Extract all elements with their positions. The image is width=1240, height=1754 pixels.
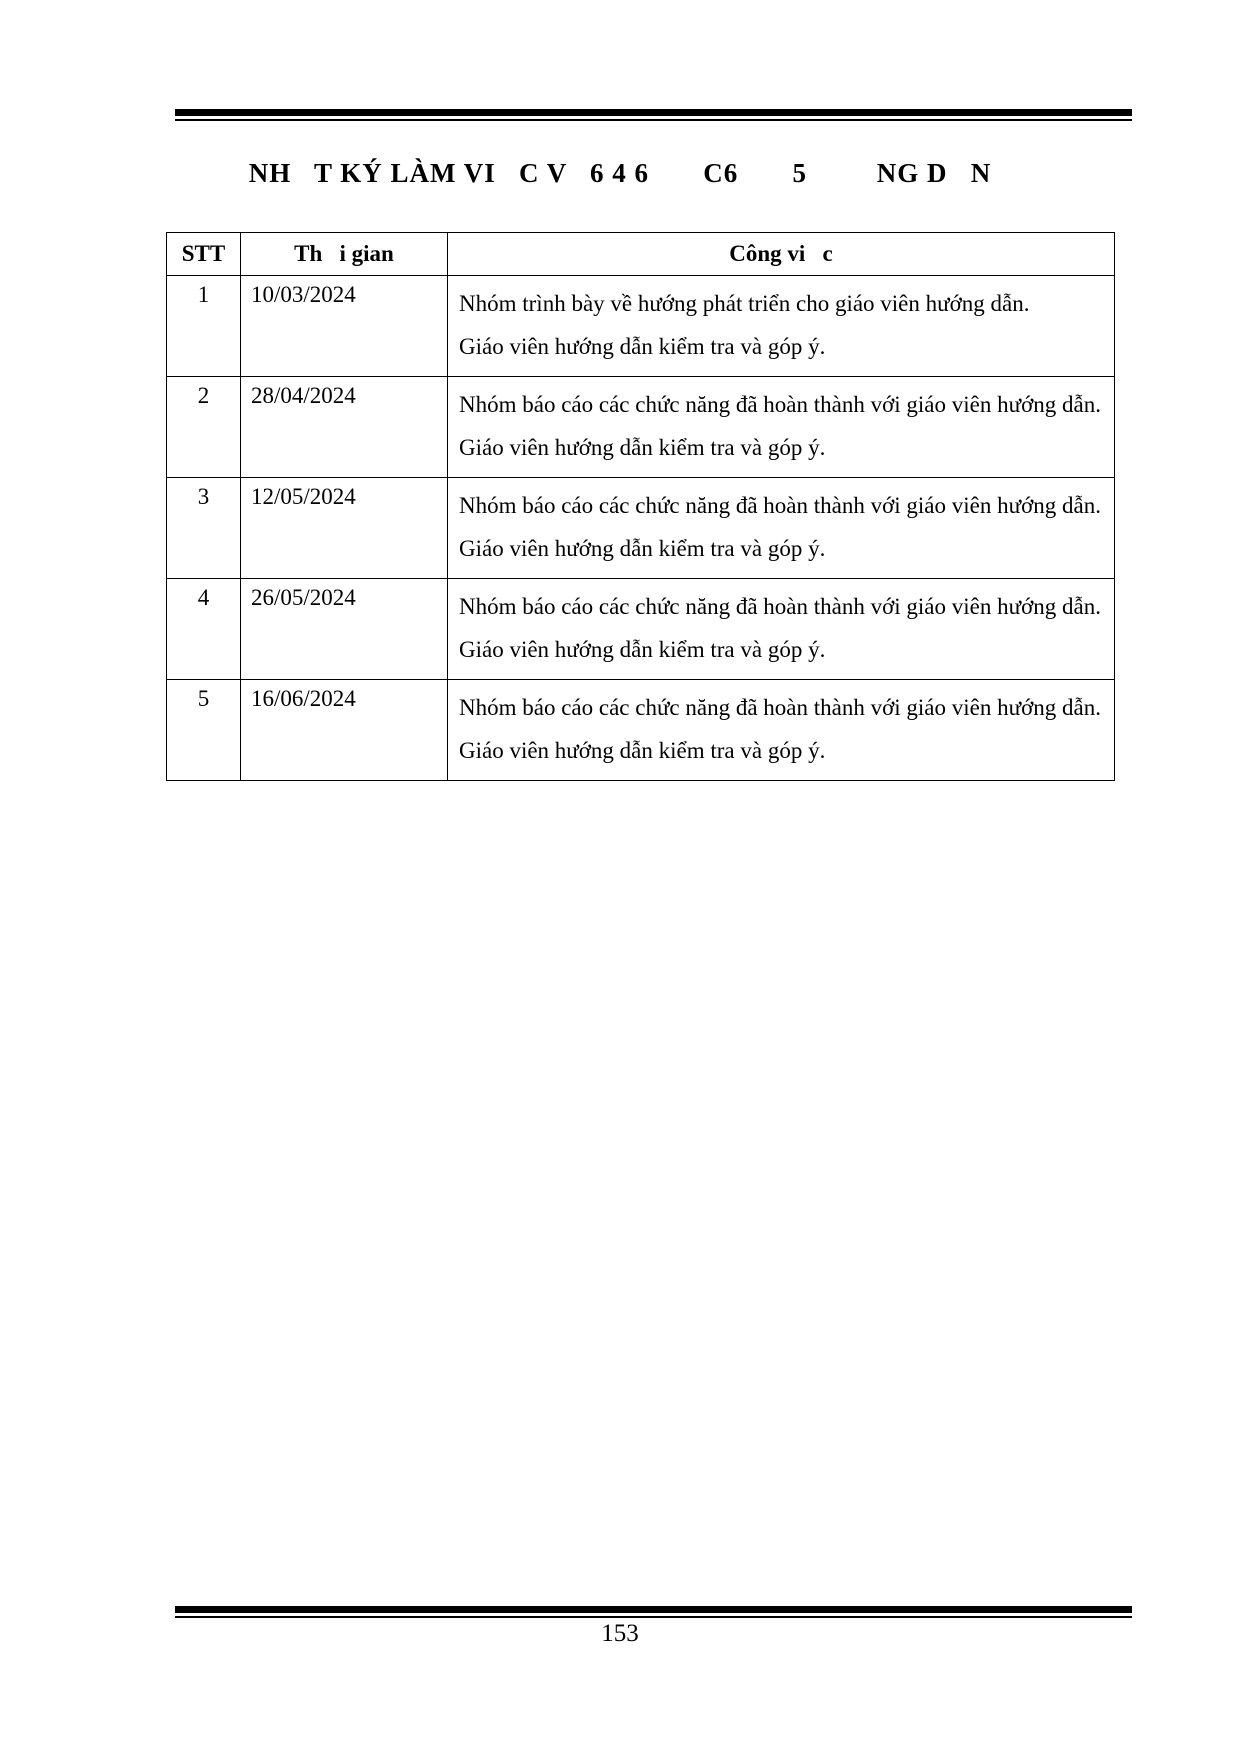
row-date: 10/03/2024	[241, 276, 448, 377]
work-log-table	[166, 232, 1115, 781]
row-stt: 2	[167, 377, 241, 478]
row-work	[448, 276, 1115, 377]
row-stt: 5	[167, 680, 241, 781]
header-stt: STT	[167, 233, 241, 276]
row-stt: 3	[167, 478, 241, 579]
table-row	[167, 680, 1115, 781]
work-line: Giáo viên hướng dẫn kiểm tra và góp ý.	[459, 536, 826, 561]
work-line: Nhóm báo cáo các chức năng đã hoàn thành với giáo viên hướng dẫn.	[459, 594, 1101, 619]
work-line: Giáo viên hướng dẫn kiểm tra và góp ý.	[459, 738, 826, 763]
footer-rule	[175, 1606, 1132, 1618]
header-work: Công vi c	[448, 233, 1115, 276]
header-time: Th i gian	[241, 233, 448, 276]
page-number: 153	[601, 1620, 639, 1647]
table-row	[167, 276, 1115, 377]
row-date: 26/05/2024	[241, 579, 448, 680]
work-line: Nhóm báo cáo các chức năng đã hoàn thành với giáo viên hướng dẫn.	[459, 392, 1101, 417]
row-work	[448, 478, 1115, 579]
work-line: Nhóm trình bày về hướng phát triển cho giáo viên hướng dẫn.	[459, 291, 1030, 316]
work-line: Nhóm báo cáo các chức năng đã hoàn thành với giáo viên hướng dẫn.	[459, 695, 1101, 720]
row-date: 12/05/2024	[241, 478, 448, 579]
row-work	[448, 579, 1115, 680]
row-work	[448, 377, 1115, 478]
table-header-row	[167, 233, 1115, 276]
page-title: NH T KÝ LÀM VI C V 6 4 6 C6 5 NG D N	[248, 158, 992, 188]
row-date: 16/06/2024	[241, 680, 448, 781]
header-rule	[175, 109, 1132, 121]
row-work	[448, 680, 1115, 781]
row-date: 28/04/2024	[241, 377, 448, 478]
row-stt: 4	[167, 579, 241, 680]
table-row	[167, 579, 1115, 680]
table-row	[167, 478, 1115, 579]
row-stt: 1	[167, 276, 241, 377]
table-row	[167, 377, 1115, 478]
work-line: Giáo viên hướng dẫn kiểm tra và góp ý.	[459, 334, 826, 359]
work-line: Giáo viên hướng dẫn kiểm tra và góp ý.	[459, 435, 826, 460]
work-line: Giáo viên hướng dẫn kiểm tra và góp ý.	[459, 637, 826, 662]
work-line: Nhóm báo cáo các chức năng đã hoàn thành với giáo viên hướng dẫn.	[459, 493, 1101, 518]
